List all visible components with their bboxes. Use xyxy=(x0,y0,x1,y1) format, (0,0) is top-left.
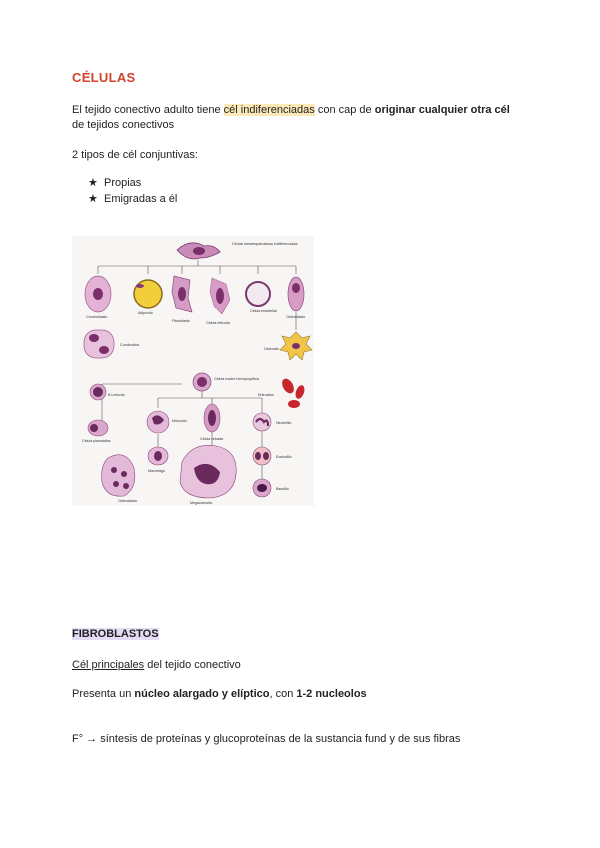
label-condrocitos: Condrocitos xyxy=(120,343,140,347)
stem-cell-icon xyxy=(193,373,211,391)
neutrofilo-cell-icon xyxy=(253,413,271,431)
eritrocitos-icon xyxy=(280,377,306,408)
fibroblasto-cell-icon xyxy=(172,276,192,312)
label-b-linfocito: B Linfocito xyxy=(108,393,125,397)
heading-fibroblastos-text: FIBROBLASTOS xyxy=(72,628,159,640)
intro-text-2: con cap de xyxy=(314,104,375,116)
adipocito-cell-icon xyxy=(134,280,162,308)
label-mesenchymal: Célula mesenquimatosa indiferenciada xyxy=(232,242,298,246)
megacariocito-cell-icon xyxy=(180,445,236,498)
label-stem-cell: Célula madre hemopoyética xyxy=(214,377,259,381)
bold-nucleolos: 1-2 nucleolos xyxy=(296,688,367,700)
label-eritrocitos: Eritrocitos xyxy=(258,393,274,397)
label-plasmatica: Célula plasmática xyxy=(82,439,111,443)
underline-cel-principales: Cél principales xyxy=(72,659,145,671)
label-basofilo: Basófilo xyxy=(276,487,289,491)
reticular-cell-icon xyxy=(210,278,230,314)
intro-text-1: El tejido conectivo adulto tiene xyxy=(72,104,224,116)
label-cebada: Célula cebada xyxy=(200,437,223,441)
bold-originar: originar cualquier otra cél xyxy=(374,104,510,116)
cebada-cell-icon xyxy=(204,404,220,432)
cell-lineage-diagram xyxy=(72,236,314,506)
paragraph-fibro-principales xyxy=(72,658,542,673)
cell-types-list xyxy=(88,175,177,207)
plasmatica-cell-icon xyxy=(88,420,108,436)
fibro-p2-text-2: , con xyxy=(269,688,297,700)
b-linfocito-icon xyxy=(90,384,106,400)
macrofago-cell-icon xyxy=(148,447,168,465)
osteocito-cell-icon xyxy=(280,332,312,360)
osteoclasto-cell-icon xyxy=(102,455,135,497)
label-monocito: Monocito xyxy=(172,419,187,423)
osteoblasto-cell-icon xyxy=(288,277,304,311)
monocito-cell-icon xyxy=(147,411,169,433)
label-megacariocito: Megacariocito xyxy=(190,501,213,505)
paragraph-tipos: 2 tipos de cél conjuntivas: xyxy=(72,149,198,161)
paragraph-fibro-funcion: F° → síntesis de proteínas y glucoproteínas de la sustancia fund y de sus fibras xyxy=(72,733,461,745)
label-eosinofilo: Eosinófilo xyxy=(276,455,292,459)
label-condroblasto: Condroblasto xyxy=(86,315,108,319)
fibro-p2-text-1: Presenta un xyxy=(72,688,135,700)
mesenchymal-cell-icon xyxy=(177,243,220,259)
eosinofilo-cell-icon xyxy=(253,447,271,465)
paragraph-fibro-nucleo xyxy=(72,687,542,702)
paragraph-intro xyxy=(72,103,542,133)
label-fibroblasto: Fibroblasto xyxy=(172,319,190,323)
list-item xyxy=(88,175,177,191)
label-endotelial: Célula endotelial xyxy=(250,309,277,313)
label-osteoblasto: Osteoblasto xyxy=(286,315,306,319)
intro-text-line2: de tejidos conectivos xyxy=(72,119,175,131)
heading-celulas: CÉLULAS xyxy=(72,70,136,85)
list-item xyxy=(88,191,177,207)
label-osteocito: Osteocito xyxy=(264,347,280,351)
fibro-p1-rest: del tejido conectivo xyxy=(144,659,241,671)
list-item-text: Emigradas a él xyxy=(104,193,178,205)
star-bullet-icon: ★ xyxy=(88,193,98,205)
endotelial-cell-icon xyxy=(246,282,270,306)
label-reticular: Célula reticular xyxy=(206,321,230,325)
basofilo-cell-icon xyxy=(253,479,271,497)
bold-nucleo: núcleo alargado y elíptico xyxy=(134,688,270,700)
highlight-cel-indiferenciadas: cél indiferenciadas xyxy=(223,104,315,116)
label-neutrofilo: Neutrófilo xyxy=(276,421,292,425)
heading-fibroblastos xyxy=(72,628,159,640)
label-adipocito: Adipocito xyxy=(138,311,153,315)
list-item-text: Propias xyxy=(104,177,142,189)
condroblasto-cell-icon xyxy=(85,276,111,312)
star-bullet-icon: ★ xyxy=(88,177,98,189)
label-macrofago: Macrófago xyxy=(148,469,165,473)
condrocitos-cell-icon xyxy=(84,330,114,358)
label-osteoclasto: Osteoclasto xyxy=(118,499,137,503)
